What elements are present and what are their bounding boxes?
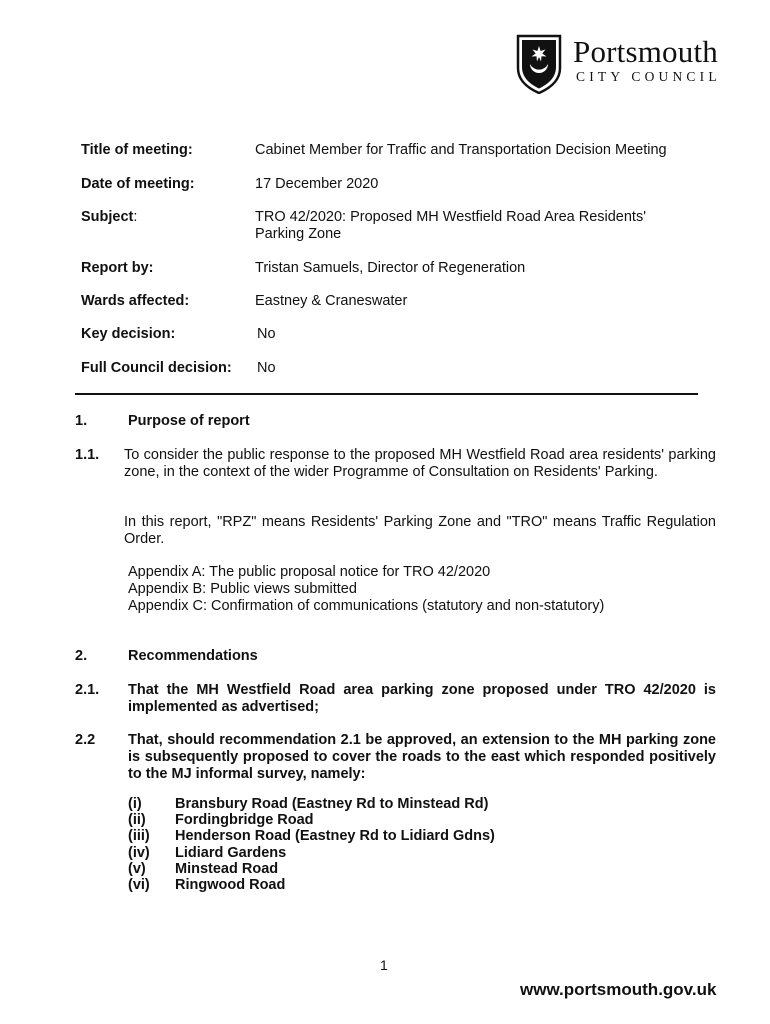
wards-label: Wards affected: <box>81 293 190 309</box>
road-numeral: (v) <box>128 860 146 877</box>
road-name: Ringwood Road <box>175 877 286 894</box>
road-name: Fordingbridge Road <box>175 812 314 829</box>
road-numeral: (ii) <box>128 812 146 829</box>
para-1-1: To consider the public response to the proposed MH Westfield Road area residents' parking zone, in the context of the wider Programme of Consultation on Residents' Parking. <box>124 447 716 480</box>
title-label: Title of meeting: <box>81 142 193 158</box>
road-numeral: (vi) <box>128 877 150 894</box>
recommendation-2-2-number: 2.2 <box>75 732 96 748</box>
para-1-1-number: 1.1. <box>75 447 100 463</box>
subject-label <box>81 209 137 225</box>
section2-number: 2. <box>75 648 88 664</box>
list-item <box>128 796 495 812</box>
wards-value: Eastney & Craneswater <box>255 293 408 309</box>
para-1-1-definitions: In this report, "RPZ" means Residents' Parking Zone and "TRO" means Traffic Regulation Order. <box>124 514 716 547</box>
report-value: Tristan Samuels, Director of Regeneration <box>255 260 526 276</box>
list-item <box>128 877 495 893</box>
road-numeral: (iii) <box>128 828 150 845</box>
subject-value <box>255 209 646 243</box>
council-decision-value: No <box>257 360 276 376</box>
recommendation-2-1-number: 2.1. <box>75 682 100 698</box>
list-item <box>128 861 495 877</box>
council-decision-label: Full Council decision: <box>81 360 232 376</box>
road-name: Lidiard Gardens <box>175 844 287 861</box>
logo-subtitle: CITY COUNCIL <box>576 69 721 84</box>
section2-heading: Recommendations <box>128 648 258 664</box>
recommendation-2-1: That the MH Westfield Road area parking zone proposed under TRO 42/2020 is implemented as advertised; <box>128 682 716 715</box>
date-value: 17 December 2020 <box>255 176 379 192</box>
subject-label-text: Subject <box>81 209 134 225</box>
title-value: Cabinet Member for Traffic and Transportation Decision Meeting <box>255 142 667 158</box>
key-decision-label: Key decision: <box>81 326 176 342</box>
date-label: Date of meeting: <box>81 176 195 192</box>
list-item <box>128 828 495 844</box>
appendix-b: Appendix B: Public views submitted <box>128 581 357 597</box>
subject-colon: : <box>133 209 138 225</box>
website-link[interactable]: www.portsmouth.gov.uk <box>520 980 717 999</box>
report-label: Report by: <box>81 260 154 276</box>
appendix-a: Appendix A: The public proposal notice for TRO 42/2020 <box>128 564 491 580</box>
key-decision-value: No <box>257 326 276 342</box>
road-name: Bransbury Road (Eastney Rd to Minstead Rd) <box>175 796 489 812</box>
appendix-c: Appendix C: Confirmation of communications (statutory and non-statutory) <box>128 598 605 614</box>
road-numeral: (i) <box>128 796 142 812</box>
page-number: 1 <box>380 957 388 973</box>
section1-number: 1. <box>75 413 88 429</box>
subject-value-line1: TRO 42/2020: Proposed MH Westfield Road Area Residents' <box>255 209 646 225</box>
recommendation-2-2: That, should recommendation 2.1 be approved, an extension to the MH parking zone is subsequently proposed to cover the roads to the east which responded positively to the MJ informal survey, namely: <box>128 732 716 782</box>
roads-list <box>128 796 495 893</box>
road-numeral: (iv) <box>128 844 150 861</box>
list-item <box>128 845 495 861</box>
logo-title: Portsmouth <box>573 34 718 69</box>
council-crest-icon <box>516 34 562 94</box>
council-logo <box>516 34 736 96</box>
subject-value-line2: Parking Zone <box>255 226 342 242</box>
divider <box>75 393 698 395</box>
road-name: Minstead Road <box>175 860 279 877</box>
list-item <box>128 812 495 828</box>
road-name: Henderson Road (Eastney Rd to Lidiard Gdns) <box>175 828 495 845</box>
section1-heading: Purpose of report <box>128 413 250 429</box>
